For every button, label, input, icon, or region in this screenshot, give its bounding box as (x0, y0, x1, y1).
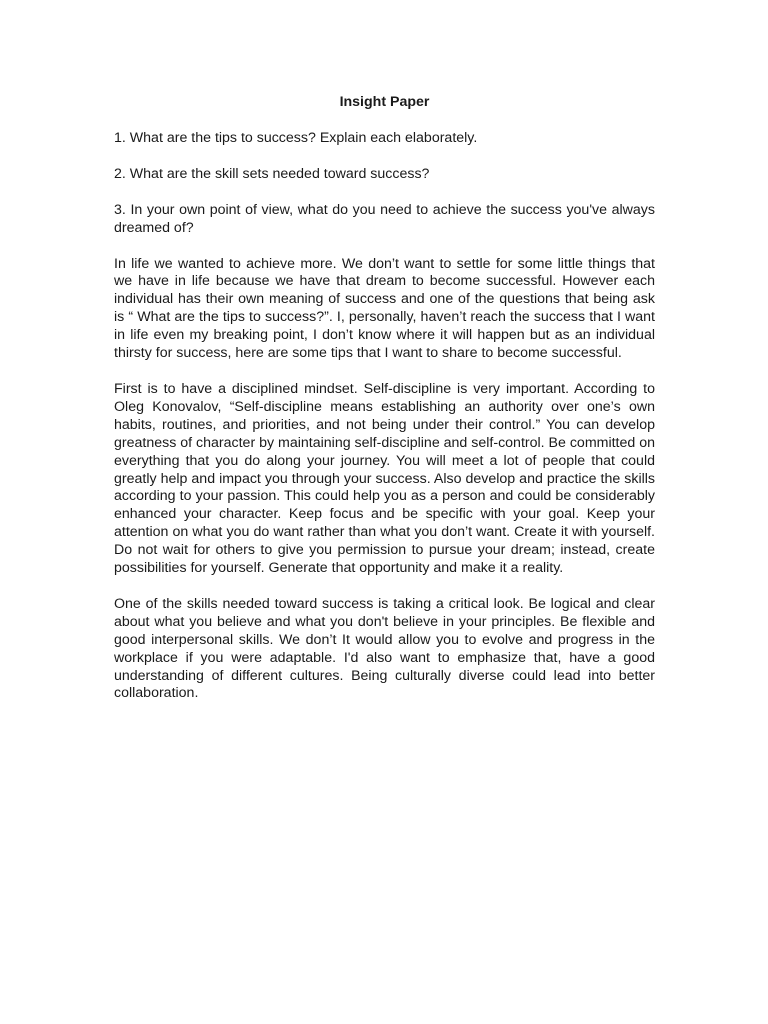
paragraph-introduction: In life we wanted to achieve more. We don’t want to settle for some little things that we have in life because we have that dream to become successful. However each individual has their own meaning of success and one of the questions that being ask is “ What are the tips to success?”. I, personally, haven’t reach the success that I want in life even my breaking point, I don’t know where it will happen but as an individual thirsty for success, here are some tips that I want to share to become successful. (114, 255, 655, 362)
paragraph-skills: One of the skills needed toward success is taking a critical look. Be logical and clear about what you believe and what you don't believe in your principles. Be flexible and good interpersonal skills. We don’t It would allow you to evolve and progress in the workplace if you were adaptable. I'd also want to emphasize that, have a good understanding of different cultures. Being culturally diverse could lead into better collaboration. (114, 595, 655, 702)
document-title: Insight Paper (339, 94, 430, 110)
question-2: 2. What are the skill sets needed toward success? (114, 165, 430, 182)
question-1: 1. What are the tips to success? Explain each elaborately. (114, 129, 478, 146)
document-body (114, 94, 655, 721)
question-3: 3. In your own point of view, what do you need to achieve the success you've always dreamed of? (114, 201, 655, 236)
paragraph-discipline: First is to have a disciplined mindset. Self-discipline is very important. According to Oleg Konovalov, “Self-discipline means establishing an authority over one’s own habits, routines, and priorities, and not being under their control.” You can develop greatness of character by maintaining self-discipline and self-control. Be committed on everything that you do along your journey. You will meet a lot of people that could greatly help and impact you through your success. Also develop and practice the skills according to your passion. This could help you as a person and could be considerably enhanced your character. Keep focus and be specific with your goal. Keep your attention on what you do want rather than what you don’t want. Create it with yourself. Do not wait for others to give you permission to pursue your dream; instead, create possibilities for yourself. Generate that opportunity and make it a reality. (114, 380, 655, 577)
